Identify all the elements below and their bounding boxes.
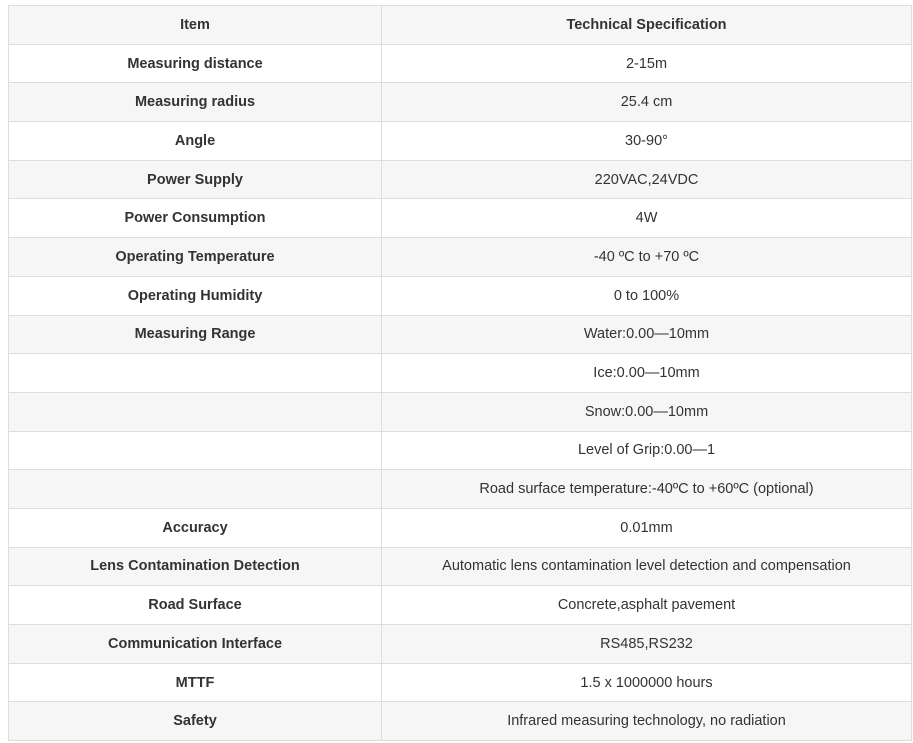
spec-cell: Road surface temperature:-40ºC to +60ºC (optional) bbox=[382, 470, 912, 509]
item-cell: Road Surface bbox=[9, 586, 382, 625]
item-cell: Accuracy bbox=[9, 508, 382, 547]
table-row bbox=[9, 122, 912, 161]
table-row bbox=[9, 44, 912, 83]
spec-table bbox=[8, 5, 912, 741]
table-row bbox=[9, 547, 912, 586]
table-row bbox=[9, 702, 912, 741]
item-cell: Safety bbox=[9, 702, 382, 741]
item-cell: Communication Interface bbox=[9, 625, 382, 664]
spec-cell: -40 ºC to +70 ºC bbox=[382, 238, 912, 277]
spec-cell: Level of Grip:0.00—1 bbox=[382, 431, 912, 470]
item-cell bbox=[9, 470, 382, 509]
table-row bbox=[9, 315, 912, 354]
item-cell: Measuring radius bbox=[9, 83, 382, 122]
table-row bbox=[9, 508, 912, 547]
item-cell: Operating Humidity bbox=[9, 276, 382, 315]
table-row bbox=[9, 199, 912, 238]
table-row bbox=[9, 470, 912, 509]
spec-cell: Water:0.00—10mm bbox=[382, 315, 912, 354]
spec-table-body bbox=[9, 6, 912, 741]
spec-cell: 2-15m bbox=[382, 44, 912, 83]
table-row bbox=[9, 160, 912, 199]
spec-cell: RS485,RS232 bbox=[382, 625, 912, 664]
spec-cell: 0.01mm bbox=[382, 508, 912, 547]
table-row bbox=[9, 276, 912, 315]
spec-cell: 0 to 100% bbox=[382, 276, 912, 315]
table-header-row bbox=[9, 6, 912, 45]
item-cell: MTTF bbox=[9, 663, 382, 702]
header-spec-cell: Technical Specification bbox=[382, 6, 912, 45]
item-cell bbox=[9, 431, 382, 470]
spec-cell: 4W bbox=[382, 199, 912, 238]
header-item-cell: Item bbox=[9, 6, 382, 45]
item-cell: Power Consumption bbox=[9, 199, 382, 238]
table-row bbox=[9, 83, 912, 122]
table-row bbox=[9, 431, 912, 470]
item-cell: Operating Temperature bbox=[9, 238, 382, 277]
spec-cell: 25.4 cm bbox=[382, 83, 912, 122]
table-row bbox=[9, 663, 912, 702]
item-cell bbox=[9, 354, 382, 393]
spec-cell: Ice:0.00—10mm bbox=[382, 354, 912, 393]
table-row bbox=[9, 238, 912, 277]
spec-cell: Concrete,asphalt pavement bbox=[382, 586, 912, 625]
spec-cell: Snow:0.00—10mm bbox=[382, 392, 912, 431]
item-cell: Measuring Range bbox=[9, 315, 382, 354]
spec-cell: Infrared measuring technology, no radiation bbox=[382, 702, 912, 741]
spec-cell: Automatic lens contamination level detection and compensation bbox=[382, 547, 912, 586]
item-cell: Measuring distance bbox=[9, 44, 382, 83]
spec-cell: 220VAC,24VDC bbox=[382, 160, 912, 199]
table-row bbox=[9, 392, 912, 431]
table-row bbox=[9, 354, 912, 393]
spec-cell: 30-90° bbox=[382, 122, 912, 161]
spec-cell: 1.5 x 1000000 hours bbox=[382, 663, 912, 702]
table-row bbox=[9, 586, 912, 625]
item-cell bbox=[9, 392, 382, 431]
item-cell: Angle bbox=[9, 122, 382, 161]
table-row bbox=[9, 625, 912, 664]
item-cell: Lens Contamination Detection bbox=[9, 547, 382, 586]
item-cell: Power Supply bbox=[9, 160, 382, 199]
